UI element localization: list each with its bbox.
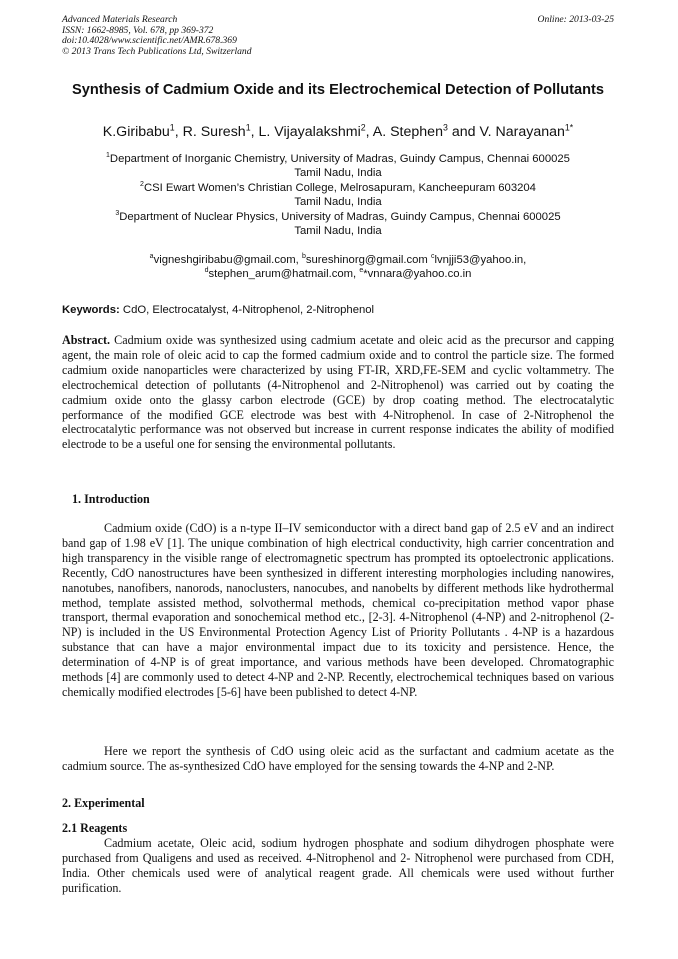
- keywords-text: CdO, Electrocatalyst, 4-Nitrophenol, 2-Nitrophenol: [119, 304, 375, 316]
- email-link[interactable]: stephen_arum@hatmail.com,: [208, 268, 360, 281]
- author-emails: [62, 253, 614, 282]
- introduction-paragraph: Here we report the synthesis of CdO using oleic acid as the surfactant and cadmium acetate as the cadmium source. The as-synthesized CdO have employed for the sensing towards the 4-NP and 2-NP.: [62, 744, 614, 773]
- affiliation-mark: 3: [115, 210, 120, 218]
- subsection-heading-reagents: 2.1 Reagents: [62, 821, 128, 835]
- email-mark: b: [301, 253, 306, 261]
- email-mark: d: [204, 267, 209, 275]
- keywords: [62, 303, 614, 317]
- affiliation: [62, 210, 614, 239]
- journal-name: Advanced Materials Research: [62, 14, 178, 25]
- author-name: R. Suresh: [182, 124, 246, 140]
- author-separator: ,: [174, 124, 183, 140]
- author-separator: ,: [365, 124, 373, 140]
- affiliation-text: Department of Nuclear Physics, University of Madras, Guindy Campus, Chennai 600025: [119, 211, 561, 223]
- paper-title: Synthesis of Cadmium Oxide and its Electrochemical Detection of Pollutants: [72, 82, 604, 98]
- section-heading-introduction: 1. Introduction: [72, 492, 150, 506]
- keywords-label: Keywords:: [62, 304, 120, 316]
- author-affiliation-mark: 1: [245, 122, 251, 133]
- email-link[interactable]: vigneshgiribabu@gmail.com,: [153, 254, 302, 266]
- affiliation-text: Department of Inorganic Chemistry, University of Madras, Guindy Campus, Chennai 600025: [109, 153, 570, 165]
- email-mark: e: [359, 267, 364, 275]
- email-link[interactable]: lvnjji53@yahoo.in,: [434, 254, 527, 266]
- affiliation-mark: 2: [140, 181, 144, 189]
- author-affiliation-mark: 1*: [564, 122, 574, 133]
- email-mark: c: [430, 253, 435, 261]
- affiliation-location: Tamil Nadu, India: [294, 167, 382, 180]
- journal-copyright: © 2013 Trans Tech Publications Ltd, Switzerland: [62, 45, 252, 57]
- section-heading-experimental: 2. Experimental: [62, 796, 145, 810]
- affiliation-location: Tamil Nadu, India: [294, 196, 382, 209]
- author-name: V. Narayanan: [479, 124, 565, 140]
- abstract-text: Cadmium oxide was synthesized using cadmium acetate and oleic acid as the precursor and capping agent, the main role of oleic acid to cap the formed cadmium oxide and to control the particle size. The formed cadmium oxide nanoparticles were characterized by using FT-IR, XRD,FE-SEM and cyclic voltammetry. The electrochemical detection of pollutants (4-Nitrophenol and 2-Nitrophenol) was carried out by coating the cadmium oxide onto the glassy carbon electrode (GCE) by drop coating method. The electrocatalytic performance of the modified GCE electrode was best with 4-Nitrophenol. In case of 2-Nitrophenol the electrocatalytic performance was not observed but increase in current response indicates the ability of modified electrode to be a useful one for sensing the environmental pollutants.: [62, 333, 614, 452]
- author-affiliation-mark: 1: [169, 122, 175, 133]
- journal-header: [62, 15, 614, 57]
- journal-issn: ISSN: 1662-8985, Vol. 678, pp 369-372: [62, 24, 214, 36]
- author-name: A. Stephen: [372, 124, 443, 140]
- email-link[interactable]: *vnnara@yahoo.co.in: [363, 268, 472, 281]
- affiliation-text: CSI Ewart Women’s Christian College, Melrosapuram, Kancheepuram 603204: [143, 182, 536, 194]
- online-date: Online: 2013-03-25: [537, 14, 614, 25]
- abstract: [62, 333, 614, 452]
- author-affiliation-mark: 2: [360, 122, 366, 133]
- affiliation-mark: 1: [106, 152, 110, 160]
- email-mark: a: [149, 253, 154, 261]
- affiliation: [62, 152, 614, 181]
- affiliation-location: Tamil Nadu, India: [294, 225, 382, 238]
- affiliation: [62, 181, 614, 210]
- author-list: [62, 123, 614, 141]
- author-name: L. Vijayalakshmi: [258, 124, 361, 140]
- author-separator: ,: [250, 124, 259, 140]
- journal-doi: doi:10.4028/www.scientific.net/AMR.678.369: [62, 35, 237, 47]
- reagents-paragraph: Cadmium acetate, Oleic acid, sodium hydrogen phosphate and sodium dihydrogen phosphate were purchased from Qualigens and used as received. 4-Nitrophenol and 2- Nitrophenol were purchased from CDH, India. Other chemicals used were of analytical reagent grade. All chemicals were used without further purification.: [62, 836, 614, 895]
- introduction-paragraph: Cadmium oxide (CdO) is a n-type II–IV semiconductor with a direct band gap of 2.5 eV and an indirect band gap of 1.98 eV [1]. The unique combination of high electrical conductivity, high carrier concentration and high transparency in the visible range of electromagnetic spectrum has prompted its optoelectronic applications. Recently, CdO nanostructures have been synthesized in different interesting morphologies including nanowires, nanotubes, nanofibers, nanorods, nanoclusters, nanocubes, and nanobelts by different methods like hydrothermal method, template assisted method, solvothermal methods, chemical co-precipitation method vapor phase transport, thermal evaporation and sonochemical method etc., [2-3]. 4-Nitrophenol (4-NP) and 2-nitrophenol (2-NP) is included in the US Environmental Protection Agency List of Priority Pollutants . 4-NP is a hazardous substance that can have a major environmental impact due to its toxicity and persistence. Hence, the determination of 4-NP is of great importance, and various methods have been developed. Chromatographic methods [4] are commonly used to detect 4-NP and 2-NP. Recently, electrochemical techniques based on various chemically modified electrodes [5-6] have been published to detect 4-NP.: [62, 521, 614, 699]
- author-separator: and: [447, 124, 480, 140]
- author-name: K.Giribabu: [102, 124, 170, 140]
- abstract-label: Abstract.: [62, 333, 111, 347]
- author-affiliation-mark: 3: [442, 122, 448, 133]
- email-link[interactable]: sureshinorg@gmail.com: [305, 254, 431, 266]
